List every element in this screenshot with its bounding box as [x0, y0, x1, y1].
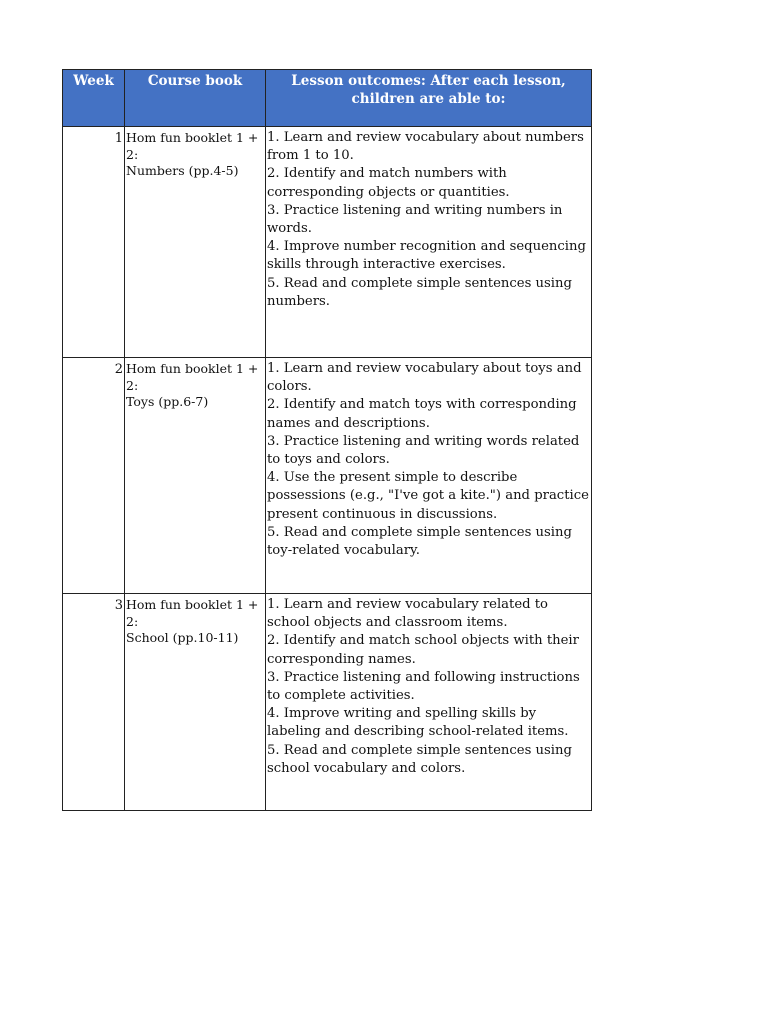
- outcome-item: 5. Read and complete simple sentences using toy-related vocabulary.: [267, 524, 572, 559]
- outcome-item: 3. Practice listening and writing numbers in words.: [267, 202, 563, 237]
- lesson-outcomes-cell: [266, 594, 592, 811]
- course-book-cell: Hom fun booklet 1 + 2: Numbers (pp.4-5): [125, 127, 266, 358]
- lesson-outcomes-cell: [266, 127, 592, 358]
- table-row: [63, 358, 592, 594]
- table-row: [63, 127, 592, 358]
- week-number: 2: [63, 358, 125, 594]
- outcome-item: 3. Practice listening and following instructions to complete activities.: [267, 669, 580, 704]
- outcome-item: 2. Identify and match toys with corresponding names and descriptions.: [267, 397, 577, 431]
- lesson-plan-table: [62, 69, 592, 811]
- course-book-cell: Hom fun booklet 1 + 2: School (pp.10-11): [125, 594, 266, 811]
- outcome-item: 5. Read and complete simple sentences using numbers.: [267, 275, 572, 309]
- lesson-outcomes-cell: [266, 358, 592, 594]
- outcome-item: 3. Practice listening and writing words related to toys and colors.: [267, 433, 580, 468]
- outcome-item: 5. Read and complete simple sentences using school vocabulary and colors.: [267, 742, 572, 776]
- outcome-item: 1. Learn and review vocabulary related to school objects and classroom items.: [267, 597, 549, 631]
- course-book-cell: Hom fun booklet 1 + 2: Toys (pp.6-7): [125, 358, 266, 594]
- outcome-item: 1. Learn and review vocabulary about toys and colors.: [267, 361, 582, 395]
- header-week: Week: [63, 70, 125, 127]
- header-lesson-outcomes: Lesson outcomes: After each lesson, children are able to:: [266, 70, 592, 127]
- outcome-item: 2. Identify and match school objects with their corresponding names.: [267, 633, 579, 667]
- header-course-book: Course book: [125, 70, 266, 127]
- outcome-item: 4. Improve writing and spelling skills by labeling and describing school-related items.: [267, 706, 569, 740]
- outcome-item: 1. Learn and review vocabulary about numbers from 1 to 10.: [267, 130, 584, 164]
- header-row: [63, 70, 592, 127]
- outcome-item: 2. Identify and match numbers with corresponding objects or quantities.: [267, 166, 510, 200]
- table-row: [63, 594, 592, 811]
- week-number: 1: [63, 127, 125, 358]
- week-number: 3: [63, 594, 125, 811]
- outcome-item: 4. Improve number recognition and sequencing skills through interactive exercises.: [267, 239, 586, 273]
- outcome-item: 4. Use the present simple to describe possessions (e.g., "I've got a kite.") and practice present continuous in discussions.: [267, 470, 589, 522]
